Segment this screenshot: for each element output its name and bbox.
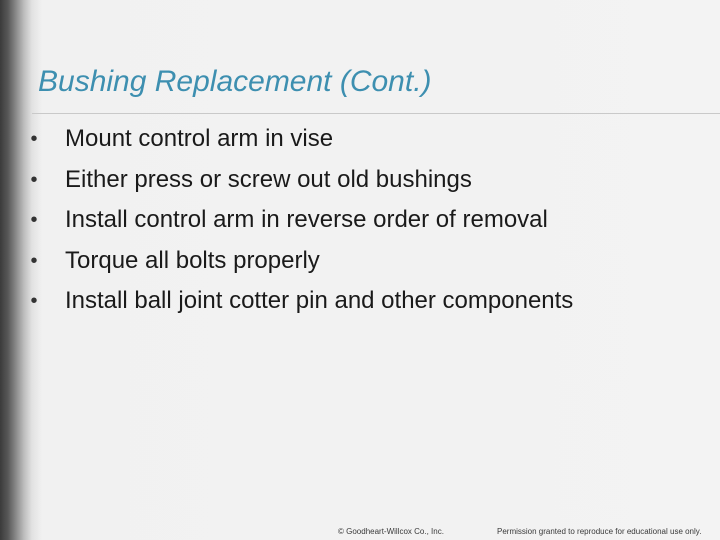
footer-permission: Permission granted to reproduce for educational use only.	[497, 527, 702, 536]
bullet-text: Torque all bolts properly	[65, 246, 320, 274]
title-divider	[32, 113, 720, 114]
bullet-text: Install ball joint cotter pin and other components	[65, 287, 574, 314]
bullet-text: Either press or screw out old bushings	[65, 165, 472, 193]
bullet-icon: •	[30, 209, 38, 231]
bullet-text: Install control arm in reverse order of removal	[65, 206, 548, 233]
bullet-icon: •	[30, 168, 38, 191]
bullet-icon: •	[30, 128, 38, 150]
slide-title: Bushing Replacement (Cont.)	[38, 65, 432, 98]
bullet-icon: •	[30, 249, 38, 272]
footer-copyright: © Goodheart-Willcox Co., Inc.	[338, 527, 444, 536]
bullet-text: Mount control arm in vise	[65, 125, 334, 152]
bullet-icon: •	[30, 290, 38, 312]
